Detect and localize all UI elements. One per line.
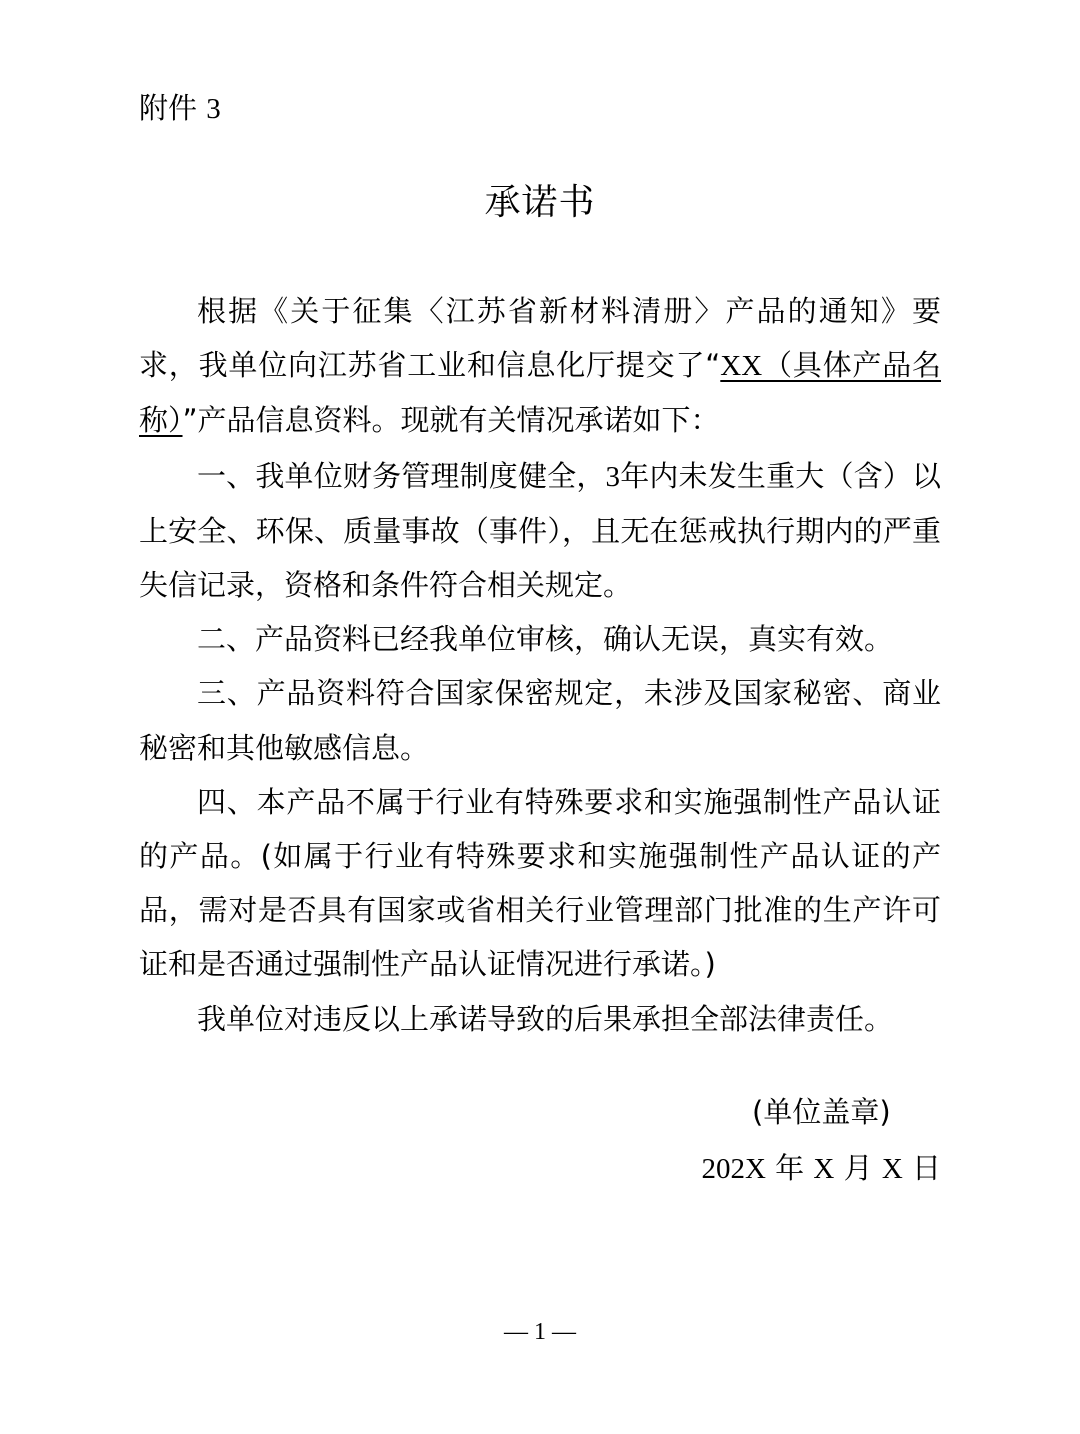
clause-1-text-after: 年内未发生重大（含）以上安全、环保、质量事故（事件），且无在惩戒执行期内的严重失信记录，资格和条件符合相关规定。 [139, 458, 941, 603]
intro-paragraph [139, 284, 941, 449]
document-title: 承诺书 [484, 182, 596, 223]
attachment-number: 3 [206, 93, 221, 125]
intro-text-after: ”产品信息资料。现就有关情况承诺如下： [182, 403, 720, 438]
clause-1-text-before: 一、我单位财务管理制度健全， [197, 458, 606, 493]
signature-date [702, 1146, 942, 1191]
clause-3: 三、产品资料符合国家保密规定，未涉及国家秘密、商业秘密和其他敏感信息。 [139, 676, 941, 765]
closing-statement: 我单位对违反以上承诺导致的后果承担全部法律责任。 [197, 1001, 894, 1036]
intro-text-before: 根据《关于征集〈江苏省新材料清册〉产品的通知》要求，我单位向江苏省工业和信息化厅提交了“ [139, 294, 941, 383]
date-month: X [813, 1153, 835, 1185]
attachment-label-text: 附件 [139, 91, 198, 125]
date-year: 202X [701, 1153, 766, 1185]
page-number: — 1 — [504, 1319, 576, 1345]
date-year-unit: 年 [775, 1151, 805, 1185]
attachment-label [139, 86, 221, 131]
document-body [139, 284, 941, 1046]
date-day-unit: 日 [911, 1151, 941, 1185]
clause-1 [139, 449, 941, 613]
clause-4: 四、本产品不属于行业有特殊要求和实施强制性产品认证的产品。(如属于行业有特殊要求和实施强制性产品认证的产品，需对是否具有国家或省相关行业管理部门批准的生产许可证和是否通过强制性产品认证情况进行承诺。) [139, 784, 941, 982]
date-day: X [881, 1153, 903, 1185]
clause-2: 二、产品资料已经我单位审核，确认无误，真实有效。 [197, 622, 894, 657]
clause-1-number: 3 [605, 460, 621, 493]
product-name-placeholder: XX（具体产品名称） [139, 350, 942, 438]
date-month-unit: 月 [843, 1151, 873, 1185]
seal-placeholder: (单位盖章) [752, 1095, 891, 1129]
